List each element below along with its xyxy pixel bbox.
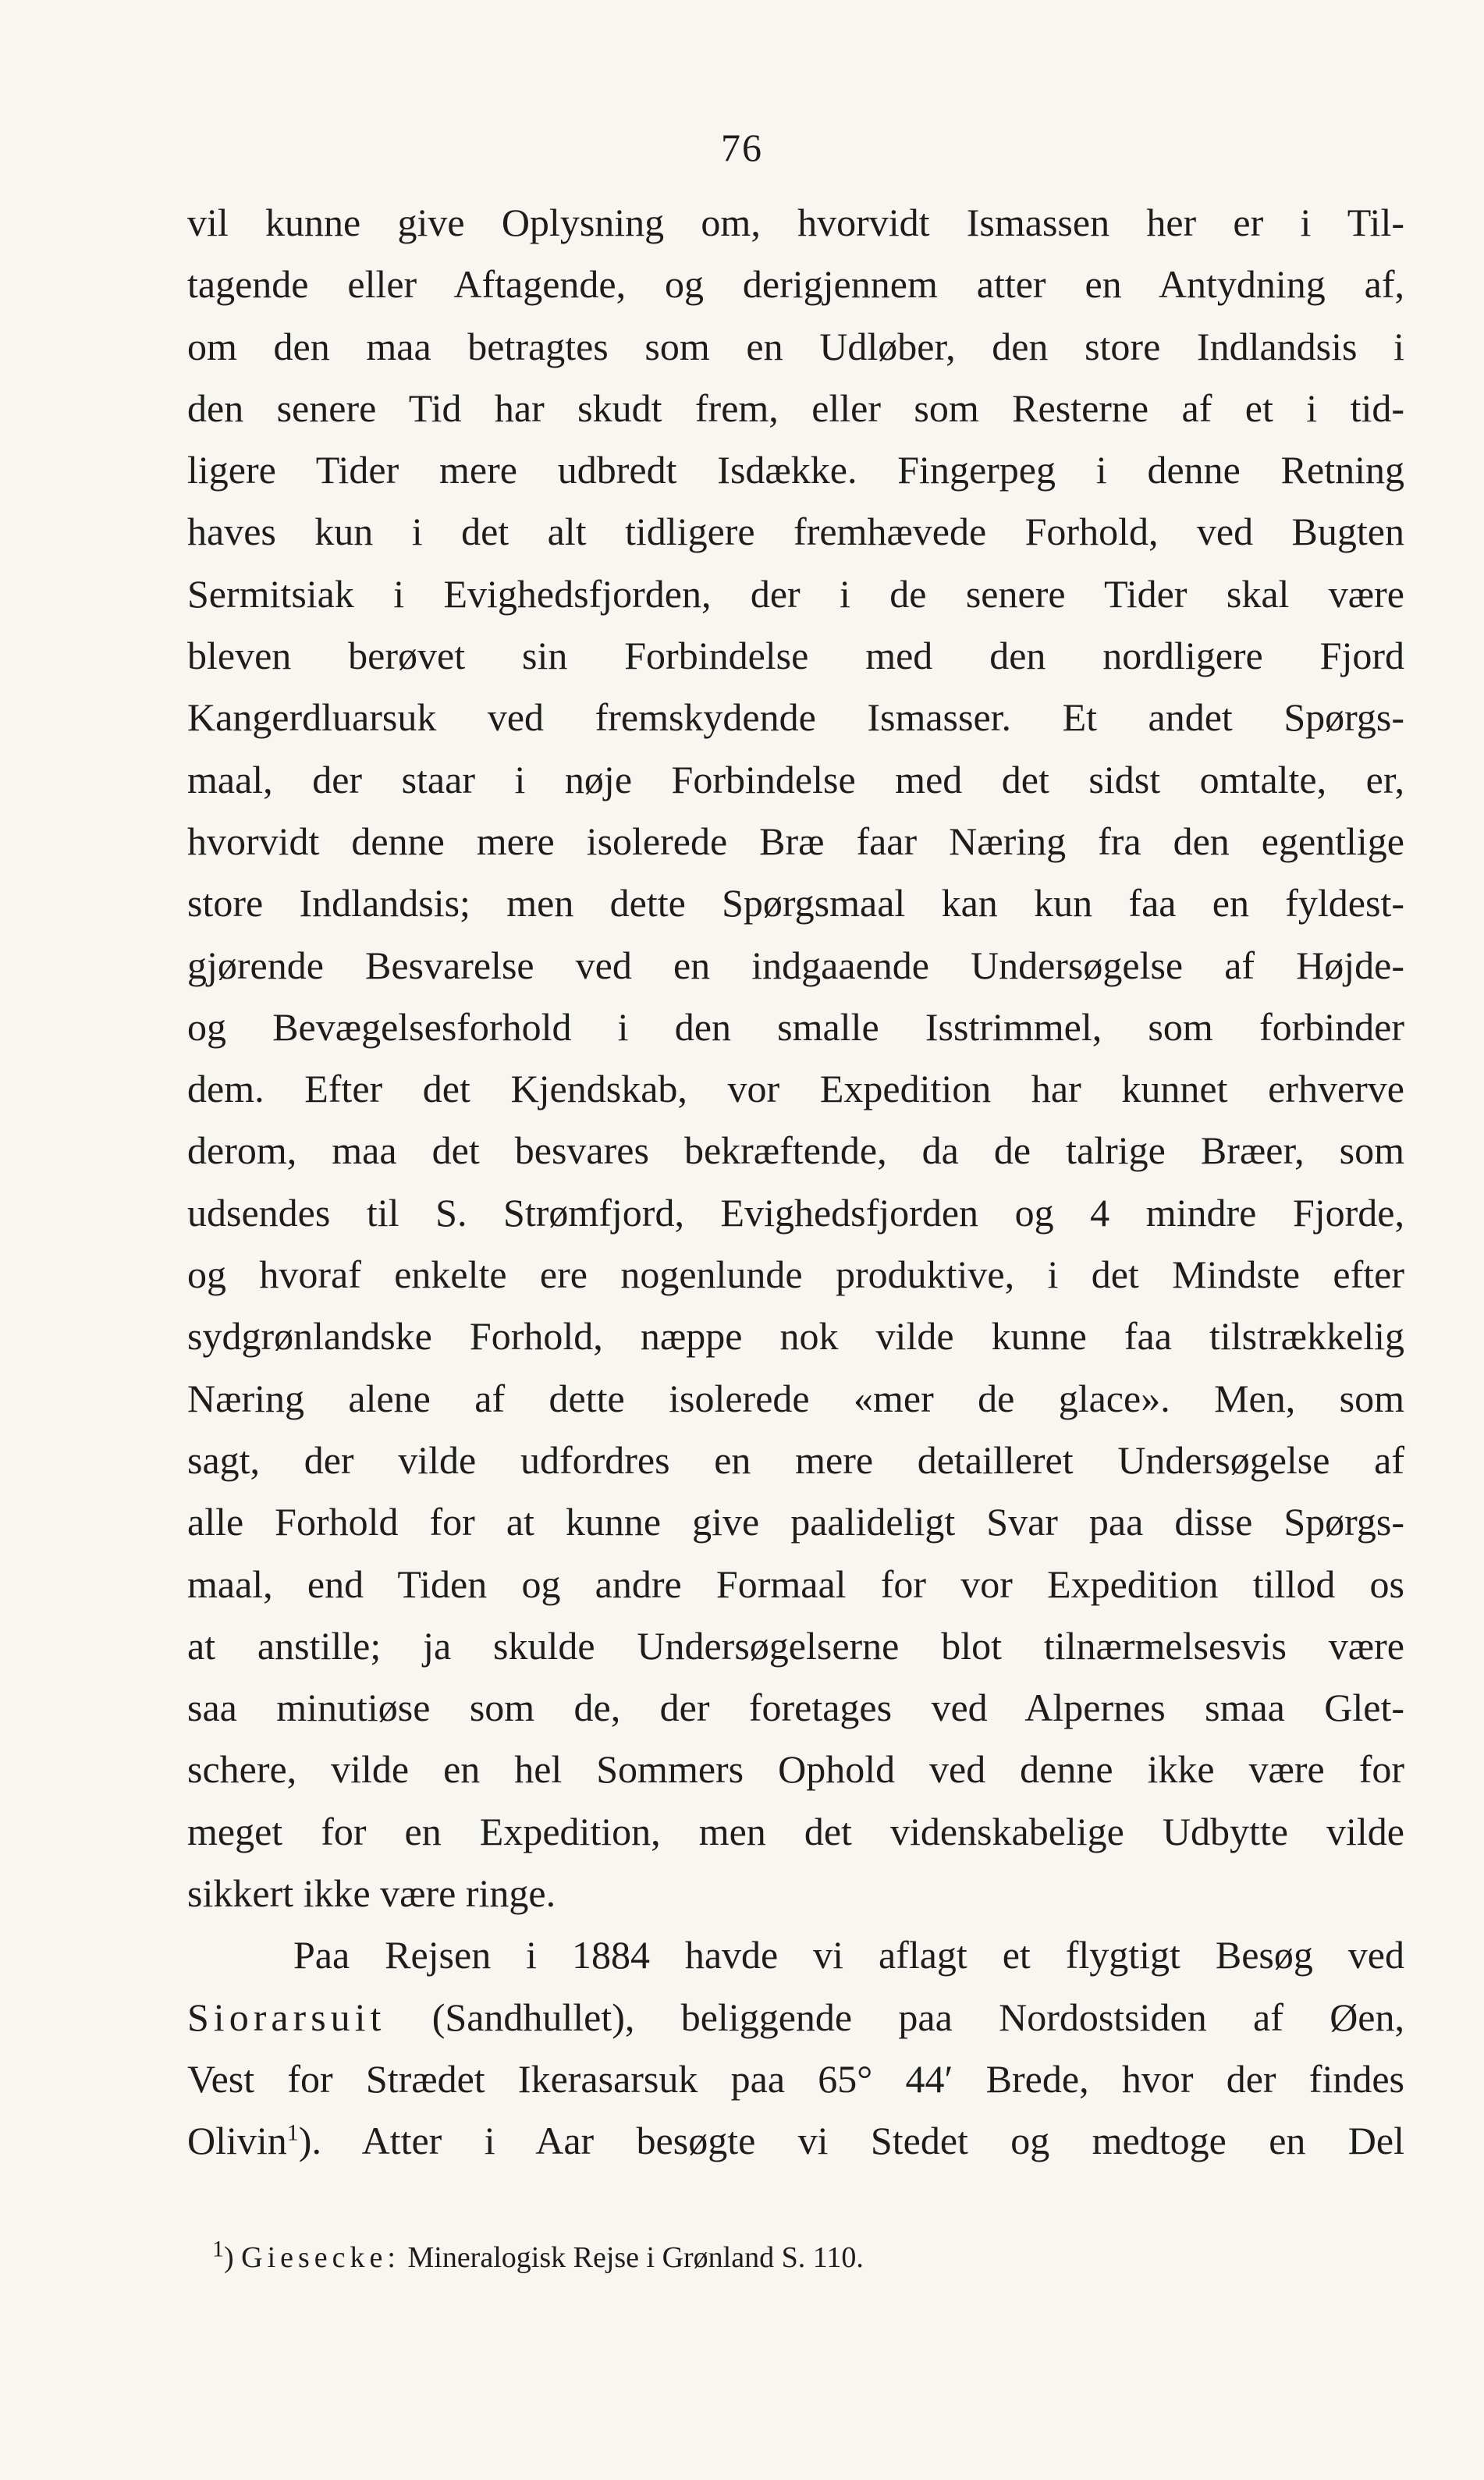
text-line: schere, vilde en hel Sommers Ophold ved denne ikke være for <box>187 1747 1404 1792</box>
footnote-author: Giesecke: <box>241 2241 400 2274</box>
text-line: udsendes til S. Strømfjord, Evighedsfjorden og 4 mindre Fjorde, <box>187 1190 1404 1235</box>
text-line: haves kun i det alt tidligere fremhævede Forhold, ved Bugten <box>187 510 1404 554</box>
text-line: hvorvidt denne mere isolerede Bræ faar Næring fra den egentlige <box>187 819 1404 863</box>
footnote-paren: ) <box>224 2241 234 2274</box>
text-line: at anstille; ja skulde Undersøgelserne blot tilnærmelsesvis være <box>187 1623 1404 1668</box>
text-line: dem. Efter det Kjendskab, vor Expedition har kunnet erhverve <box>187 1067 1404 1111</box>
page-number: 76 <box>721 126 763 169</box>
text-line: Sermitsiak i Evighedsfjorden, der i de senere Tider skal være <box>187 571 1404 616</box>
text-line: ligere Tider mere udbredt Isdække. Fingerpeg i denne Retning <box>187 448 1404 492</box>
text-line: vil kunne give Oplysning om, hvorvidt Ismassen her er i Til- <box>187 201 1404 244</box>
text-line: saa minutiøse som de, der foretages ved Alpernes smaa Glet- <box>187 1686 1404 1730</box>
text-line-paragraph-end: sikkert ikke være ringe. <box>187 1871 556 1916</box>
text-line: om den maa betragtes som en Udløber, den store Indlandsis i <box>187 324 1404 368</box>
mineral-word: Olivin <box>187 2119 287 2163</box>
text-line: sagt, der vilde udfordres en mere detailleret Undersøgelse af <box>187 1437 1404 1482</box>
text-line: maal, der staar i nøje Forbindelse med det sidst omtalte, er, <box>187 757 1404 801</box>
text-line: store Indlandsis; men dette Spørgsmaal kan kun faa en fyldest- <box>187 881 1404 926</box>
text-line <box>187 2110 1404 2172</box>
text-line: den senere Tid har skudt frem, eller som Resterne af et i tid- <box>187 386 1404 430</box>
place-name-spaced: Siorarsuit <box>187 1995 386 2039</box>
text-line: Vest for Strædet Ikerasarsuk paa 65° 44′ Brede, hvor der findes <box>187 2056 1404 2101</box>
text-line: og hvoraf enkelte ere nogenlunde produktive, i det Mindste efter <box>187 1252 1404 1297</box>
text-line: Kangerdluarsuk ved fremskydende Ismasser. Et andet Spørgs- <box>187 695 1404 740</box>
text-line: derom, maa det besvares bekræftende, da de talrige Bræer, som <box>187 1128 1404 1173</box>
text-line-rest: ). Atter i Aar besøgte vi Stedet og medtoge en Del <box>298 2119 1404 2163</box>
text-line: alle Forhold for at kunne give paalideligt Svar paa disse Spørgs- <box>187 1500 1404 1544</box>
footnote-reference: 1 <box>286 2119 299 2146</box>
text-line: sydgrønlandske Forhold, næppe nok vilde kunne faa tilstrækkelig <box>187 1314 1404 1359</box>
body-text <box>187 192 1404 2173</box>
text-line: maal, end Tiden og andre Formaal for vor Expedition tillod os <box>187 1562 1404 1606</box>
text-line-paragraph-start: Paa Rejsen i 1884 havde vi aflagt et flygtigt Besøg ved <box>293 1933 1404 1977</box>
text-line: bleven berøvet sin Forbindelse med den nordligere Fjord <box>187 634 1404 678</box>
footnote <box>212 2238 1383 2277</box>
text-line <box>187 1987 1404 2048</box>
text-line: Næring alene af dette isolerede «mer de glace». Men, som <box>187 1376 1404 1420</box>
text-line: gjørende Besvarelse ved en indgaaende Undersøgelse af Højde- <box>187 943 1404 987</box>
text-line: tagende eller Aftagende, og derigjennem atter en Antydning af, <box>187 262 1404 307</box>
text-line: meget for en Expedition, men det videnskabelige Udbytte vilde <box>187 1809 1404 1853</box>
footnote-text: Mineralogisk Rejse i Grønland S. 110. <box>407 2241 864 2274</box>
text-line-rest: (Sandhullet), beliggende paa Nordostsiden af Øen, <box>431 1995 1404 2039</box>
text-line: og Bevægelsesforhold i den smalle Isstrimmel, som forbinder <box>187 1004 1404 1049</box>
footnote-marker: 1 <box>212 2236 224 2262</box>
